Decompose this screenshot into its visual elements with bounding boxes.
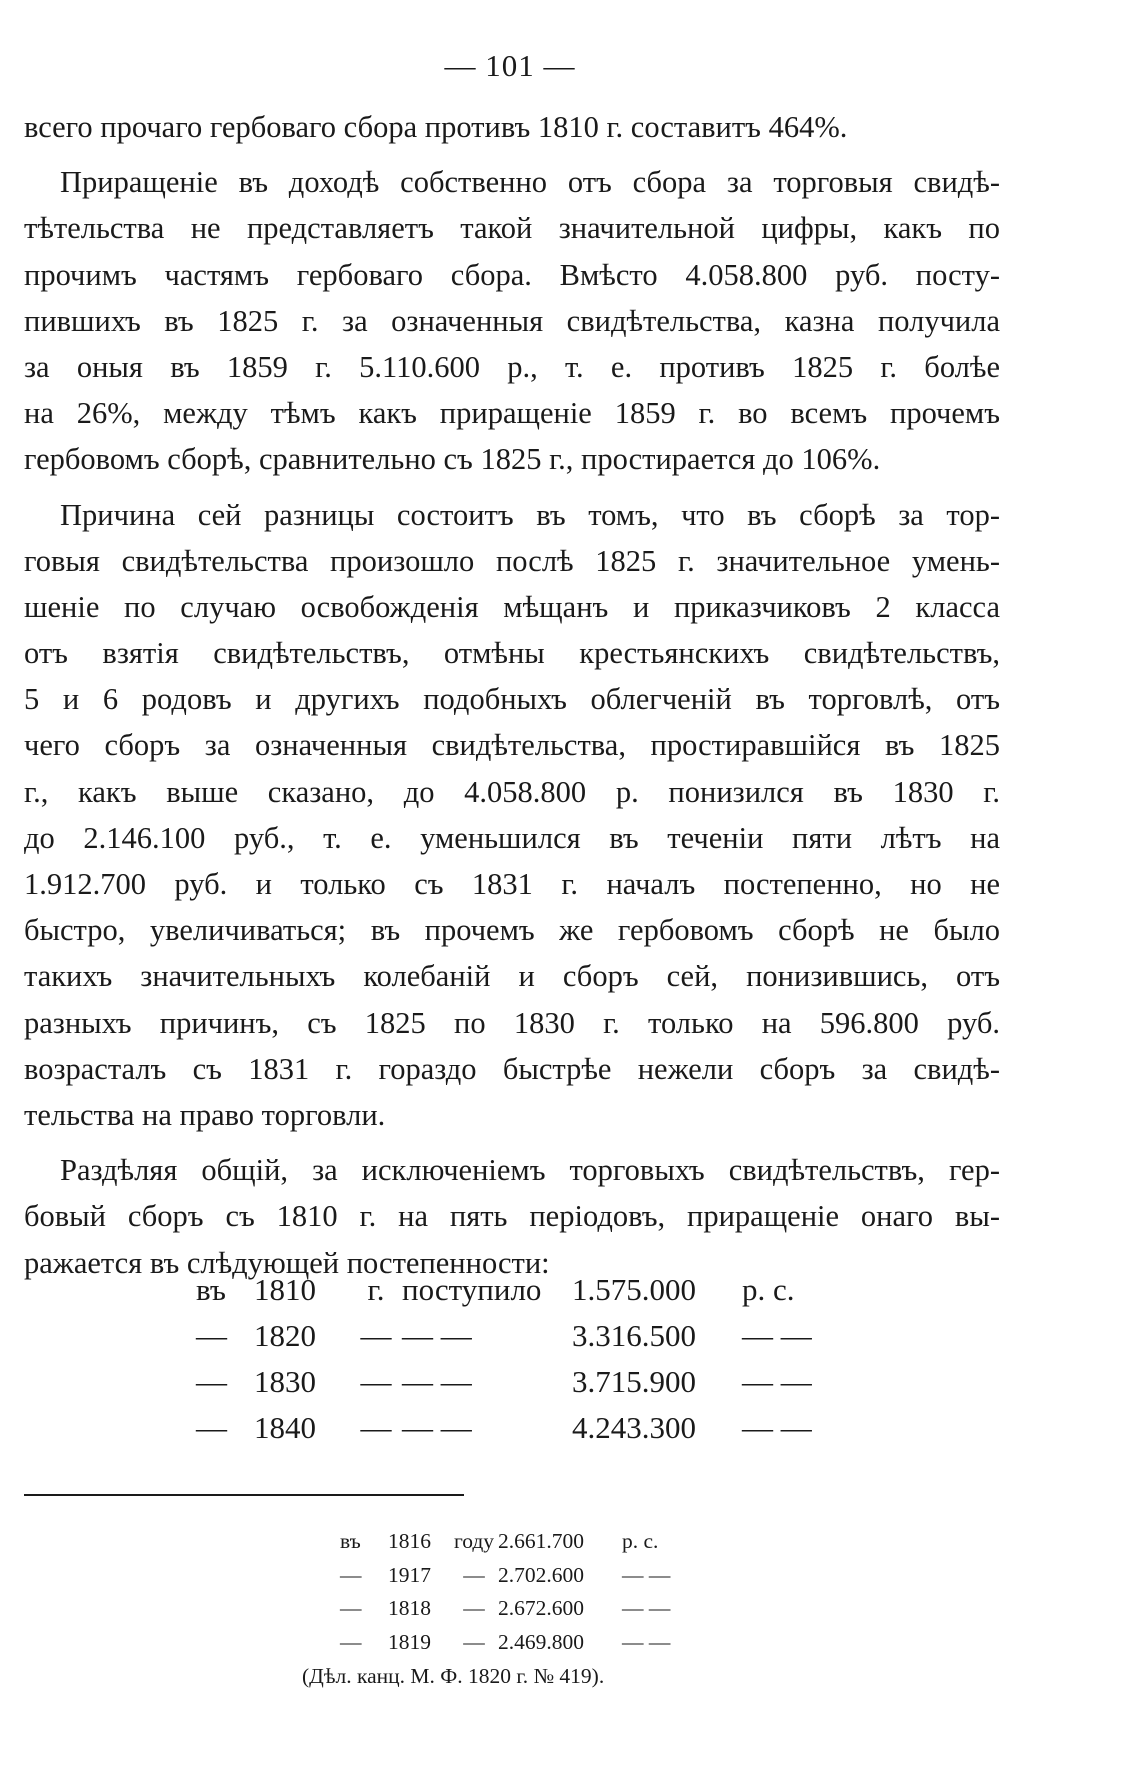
text-line: Раздѣляя общiй, за исключенiемъ торговыхъ свидѣтельствъ, гер- [60, 1153, 1000, 1188]
footnote-cell-prefix: въ [340, 1529, 361, 1553]
table-row [196, 1313, 842, 1359]
footnote-cell-year: 1818 [388, 1596, 431, 1620]
footnote-cell-word: году [453, 1529, 495, 1553]
text-line: 1.912.700 руб. и только съ 1831 г. началъ постепенно, но не [24, 867, 1000, 901]
footnote-table [340, 1525, 684, 1659]
text-line: всего прочаго гербоваго сбора противъ 1810 г. составитъ 464%. [24, 110, 848, 144]
table-cell-g: — [360, 1410, 392, 1445]
text-line: быстро, увеличиваться; въ прочемъ же гербовомъ сборѣ не было [24, 913, 1000, 948]
table-cell-g: — [360, 1364, 392, 1399]
table-cell-amount: 3.715.900 [572, 1364, 696, 1399]
text-line: тѣтельства не представляетъ такой значительной цифры, какъ по [24, 211, 1000, 246]
table-row [196, 1267, 842, 1313]
paragraph [24, 104, 1000, 150]
table-cell-word: — — [402, 1364, 472, 1399]
footnote-cell-unit: — — [622, 1629, 671, 1654]
text-line: за оныя въ 1859 г. 5.110.600 р., т. е. противъ 1825 г. болѣе [24, 349, 1000, 384]
table-cell-word: — — [402, 1410, 472, 1445]
text-line: до 2.146.100 руб., т. е. уменьшился въ теченiи пяти лѣтъ на [24, 820, 1000, 855]
footnote-cell-prefix: — [340, 1596, 362, 1620]
text-line: Причина сей разницы состоитъ въ томъ, что въ сборѣ за тор- [60, 497, 1000, 532]
footnote-cell-word: — [463, 1629, 485, 1654]
paragraph [24, 492, 1000, 1139]
table-cell-year: 1830 [254, 1364, 316, 1399]
footnote-cell-prefix: — [340, 1562, 362, 1587]
table-cell-word: — — [402, 1318, 472, 1353]
text-line: прочимъ частямъ гербоваго сбора. Вмѣсто 4.058.800 руб. посту- [24, 257, 1000, 292]
table-cell-prefix: въ [196, 1272, 226, 1307]
table-cell-amount: 1.575.000 [572, 1272, 696, 1307]
table-cell-year: 1810 [254, 1272, 316, 1307]
footnote-source: (Дѣл. канц. М. Ф. 1820 г. № 419). [302, 1664, 605, 1688]
text-line: ражается въ слѣдующей постепенности: [24, 1245, 550, 1280]
table-row [196, 1359, 842, 1405]
footnote-cell-amount: 2.469.800 [498, 1629, 584, 1654]
table-cell-amount: 3.316.500 [572, 1318, 696, 1353]
table-cell-unit: — — [742, 1318, 812, 1353]
footnote-row [340, 1626, 684, 1660]
text-line: отъ взятiя свидѣтельствъ, отмѣны крестьянскихъ свидѣтельствъ, [24, 636, 1000, 671]
table-cell-word: поступило [402, 1272, 542, 1307]
footnote-cell-prefix: — [340, 1629, 362, 1654]
table-cell-g: — [360, 1318, 392, 1353]
table-cell-amount: 4.243.300 [572, 1410, 696, 1445]
table-cell-year: 1840 [254, 1410, 316, 1445]
table-row [196, 1405, 842, 1451]
text-line: бовый сборъ съ 1810 г. на пять перiодовъ, приращенiе онаго вы- [24, 1199, 1000, 1234]
footnote-cell-word: — [463, 1596, 485, 1620]
text-line: тельства на право торговли. [24, 1097, 386, 1132]
footnote-cell-unit: — — [622, 1562, 671, 1587]
text-line: г., какъ выше сказано, до 4.058.800 р. понизился въ 1830 г. [24, 774, 1000, 809]
footnote-cell-unit: — — [622, 1596, 671, 1620]
footnote-cell-amount: 2.672.600 [498, 1596, 584, 1620]
footnote-row [340, 1592, 684, 1626]
revenue-table [196, 1267, 842, 1451]
page-number: — 101 — [444, 48, 576, 83]
footnote-cell-unit: р. с. [622, 1529, 659, 1553]
paragraph [24, 159, 1000, 482]
footnote-cell-year: 1819 [388, 1629, 431, 1654]
table-cell-unit: — — [742, 1410, 812, 1445]
text-line: пившихъ въ 1825 г. за означенныя свидѣтельства, казна получила [24, 303, 1000, 338]
text-line: чего сборъ за означенныя свидѣтельства, простиравшiйся въ 1825 [24, 728, 1000, 763]
footnote-cell-year: 1917 [388, 1562, 431, 1587]
text-line: шенiе по случаю освобожденiя мѣщанъ и приказчиковъ 2 класса [24, 589, 1000, 624]
footnote-cell-word: — [463, 1562, 485, 1587]
text-line: говыя свидѣтельства произошло послѣ 1825 г. значительное умень- [24, 543, 1000, 578]
paragraph [24, 1147, 1000, 1286]
table-cell-unit: — — [742, 1364, 812, 1399]
footnote-cell-year: 1816 [388, 1529, 431, 1553]
text-line: Приращенiе въ доходѣ собственно отъ сбора за торговыя свидѣ- [60, 165, 1000, 200]
footnote-cell-amount: 2.661.700 [498, 1529, 584, 1553]
table-cell-prefix: — [196, 1410, 227, 1445]
text-line: гербовомъ сборѣ, сравнительно съ 1825 г., простирается до 106%. [24, 442, 881, 477]
table-cell-prefix: — [196, 1318, 227, 1353]
table-cell-unit: р. с. [742, 1272, 795, 1307]
text-line: разныхъ причинъ, съ 1825 по 1830 г. только на 596.800 руб. [24, 1005, 1000, 1040]
text-line: возрасталъ съ 1831 г. гораздо быстрѣе нежели сборъ за свидѣ- [24, 1051, 1000, 1086]
footnote-row [340, 1559, 684, 1593]
text-line: на 26%, между тѣмъ какъ приращенiе 1859 г. во всемъ прочемъ [24, 396, 1000, 431]
table-cell-year: 1820 [254, 1318, 316, 1353]
footnote-divider [24, 1494, 464, 1496]
footnote-row [340, 1525, 684, 1559]
footnote-cell-amount: 2.702.600 [498, 1562, 584, 1587]
text-line: 5 и 6 родовъ и другихъ подобныхъ облегченiй въ торговлѣ, отъ [24, 682, 1000, 717]
table-cell-g: г. [367, 1272, 385, 1307]
text-line: такихъ значительныхъ колебанiй и сборъ сей, понизившись, отъ [24, 959, 1000, 994]
main-text [24, 104, 1000, 1286]
table-cell-prefix: — [196, 1364, 227, 1399]
